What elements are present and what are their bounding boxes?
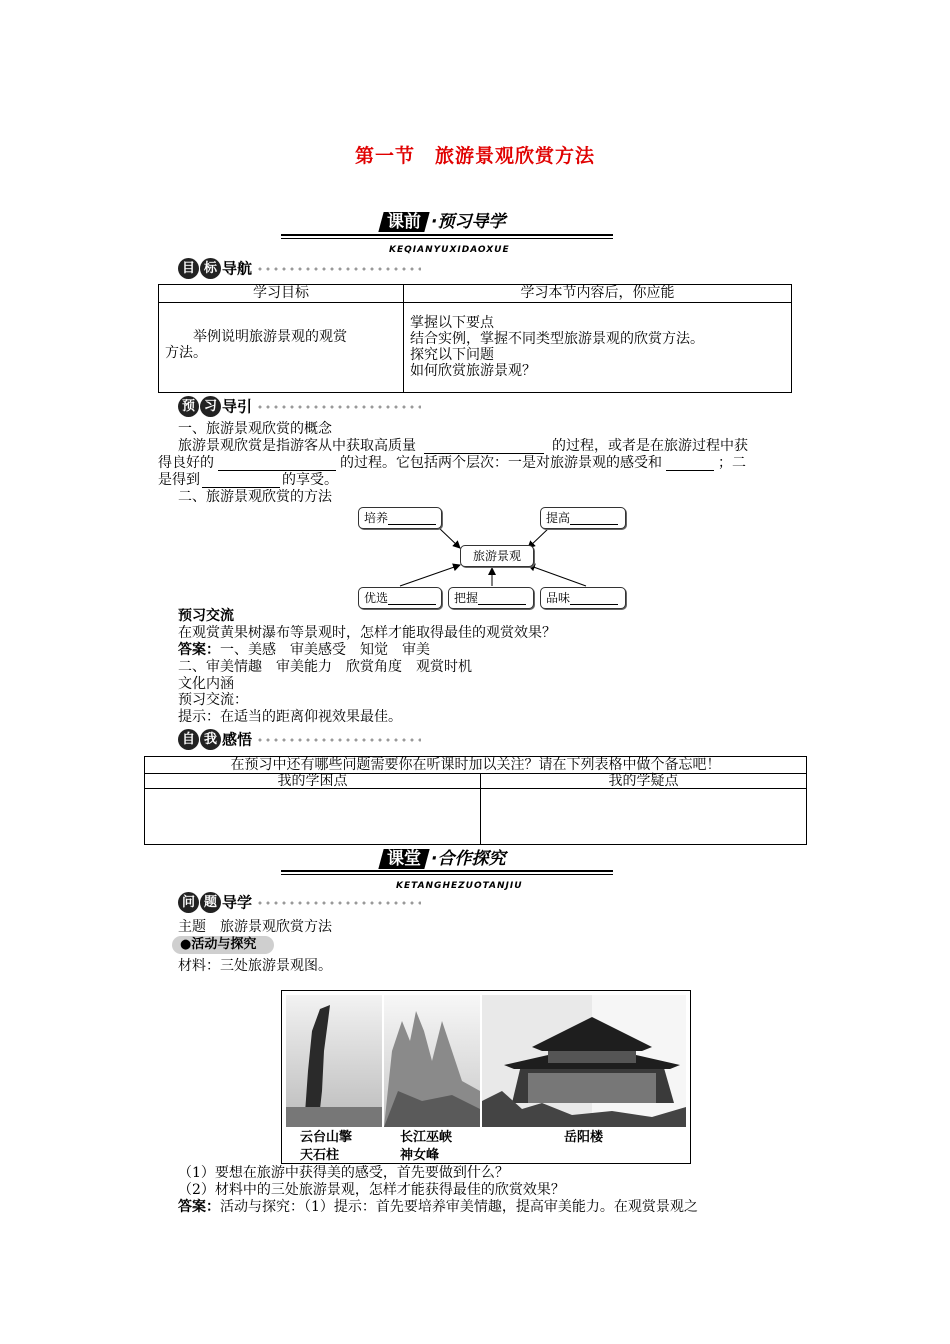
preview-heading-1: 一、旅游景观欣赏的概念 <box>178 421 332 437</box>
page-title: 第一节 旅游景观欣赏方法 <box>354 145 595 167</box>
fill-blank[interactable] <box>570 512 618 525</box>
exchange-answer-5: 提示：在适当的距离仰视效果最佳。 <box>178 709 402 725</box>
preview-paragraph-line-1 <box>178 438 748 454</box>
fill-blank[interactable] <box>666 456 714 471</box>
caption-text: 云台山擎 <box>300 1130 353 1145</box>
banner-main-label: 课堂 <box>378 849 429 869</box>
caption-yueyanglou: 岳阳楼 <box>564 1130 604 1145</box>
heading-char: 自 <box>178 729 199 750</box>
memo-column-difficulties: 我的学困点 <box>145 774 481 789</box>
goal-table-header-1: 学习目标 <box>159 285 404 303</box>
dotted-rule <box>256 403 421 411</box>
goal-text: 结合实例，掌握不同类型旅游景观的欣赏方法。 <box>410 331 704 347</box>
caption-yuntaishan <box>300 1129 352 1164</box>
text: 活动与探究：（1）提示：首先要培养审美情趣，提高审美能力。在观赏景观之 <box>220 1199 698 1215</box>
question-2: （2）材料中的三处旅游景观，怎样才能获得最佳的欣赏效果？ <box>178 1182 565 1198</box>
text: 的过程，或者是在旅游过程中获 <box>552 438 748 454</box>
memo-table-header: 在预习中还有哪些问题需要你在听课时加以关注？请在下列表格中做个备忘吧！ <box>145 757 807 774</box>
exchange-answer-2: 二、审美情趣 审美能力 欣赏角度 观赏时机 <box>178 659 472 675</box>
topic-line: 主题 旅游景观欣赏方法 <box>178 919 332 935</box>
heading-char: 目 <box>178 258 199 279</box>
preview-paragraph-line-2 <box>158 455 746 471</box>
goal-text: 方法。 <box>165 345 207 361</box>
memo-table <box>144 756 807 845</box>
caption-text: 天石柱 <box>300 1148 340 1163</box>
exchange-heading: 预习交流 <box>178 608 234 624</box>
goal-table-left-cell <box>159 303 404 393</box>
text: ；二 <box>718 455 746 471</box>
heading-char: 问 <box>178 892 199 913</box>
heading-char: 标 <box>200 258 221 279</box>
text: 旅游景观欣赏是指游客从中获取高质量 <box>178 438 416 454</box>
goal-table-header-2: 学习本节内容后，你应能 <box>404 285 792 303</box>
heading-char: 预 <box>178 396 199 417</box>
answer-label: 答案： <box>178 642 220 658</box>
section-heading-reflection <box>178 729 421 751</box>
exchange-answer-4: 预习交流： <box>178 692 248 708</box>
exchange-answer-3: 文化内涵 <box>178 676 234 692</box>
caption-text: 神女峰 <box>400 1148 440 1163</box>
answer-label: 答案： <box>178 1199 220 1215</box>
goal-text: 如何欣赏旅游景观？ <box>410 363 536 379</box>
preview-heading-2: 二、旅游景观欣赏的方法 <box>178 489 332 505</box>
fill-blank[interactable] <box>478 592 526 605</box>
banner-pinyin: KEQIANYUXIDAOXUE <box>389 245 510 255</box>
banner-pinyin: KETANGHEZUOTANJIU <box>396 881 523 891</box>
heading-tail: 导航 <box>222 259 253 278</box>
diagram-box-center <box>460 545 534 567</box>
text: 的享受。 <box>282 472 338 488</box>
heading-tail: 导引 <box>222 397 253 416</box>
diagram-box-grasp <box>448 587 534 609</box>
fill-blank[interactable] <box>388 592 436 605</box>
diagram-label: 优选 <box>364 591 389 605</box>
memo-input-difficulties[interactable] <box>145 789 481 845</box>
fill-blank[interactable] <box>218 456 336 471</box>
section-heading-preview-guide <box>178 396 421 418</box>
dotted-rule <box>256 899 421 907</box>
text: 一、美感 审美感受 知觉 审美 <box>220 642 430 658</box>
goal-text: 探究以下问题 <box>410 347 494 363</box>
goal-text: 举例说明旅游景观的观赏 <box>193 329 347 345</box>
material-line: 材料：三处旅游景观图。 <box>178 958 332 974</box>
diagram-box-improve <box>540 507 626 529</box>
diagram-label: 提高 <box>546 511 571 525</box>
fill-blank[interactable] <box>202 473 280 488</box>
exchange-answer-1 <box>178 642 430 658</box>
scenery-photo-strip <box>281 990 691 1164</box>
goal-text: 掌握以下要点 <box>410 315 494 331</box>
text: 是得到 <box>158 472 200 488</box>
question-1: （1）要想在旅游中获得美的感受，首先要做到什么？ <box>178 1165 509 1181</box>
memo-input-doubts[interactable] <box>481 789 807 845</box>
text: 得良好的 <box>158 455 214 471</box>
diagram-box-savor <box>540 587 626 609</box>
caption-text: 长江巫峡 <box>400 1130 453 1145</box>
banner-rest-label: ·预习导学 <box>431 212 506 232</box>
memo-column-doubts: 我的学疑点 <box>481 774 807 789</box>
heading-tail: 感悟 <box>222 730 253 749</box>
heading-char: 习 <box>200 396 221 417</box>
diagram-label: 品味 <box>546 591 571 605</box>
fill-blank[interactable] <box>570 592 618 605</box>
banner-main-label: 课前 <box>378 212 429 232</box>
heading-char: 我 <box>200 729 221 750</box>
goal-table <box>158 284 792 393</box>
text: 的过程。它包括两个层次：一是对旅游景观的感受和 <box>340 455 662 471</box>
diagram-box-cultivate <box>358 507 442 529</box>
section-banner-classroom <box>281 849 613 891</box>
section-banner-preview <box>281 208 613 255</box>
dotted-rule <box>256 265 421 273</box>
heading-tail: 导学 <box>222 893 253 912</box>
diagram-label: 培养 <box>364 511 389 525</box>
banner-rest-label: ·合作探究 <box>431 849 506 869</box>
dotted-rule <box>256 736 421 744</box>
goal-table-right-cell <box>404 303 792 393</box>
fill-blank[interactable] <box>424 439 544 454</box>
caption-wuxia <box>400 1129 452 1164</box>
diagram-label: 把握 <box>454 591 479 605</box>
heading-char: 题 <box>200 892 221 913</box>
exchange-question: 在观赏黄果树瀑布等景观时，怎样才能取得最佳的观赏效果？ <box>178 625 556 641</box>
question-answer <box>178 1199 698 1215</box>
diagram-label: 旅游景观 <box>472 549 521 563</box>
diagram-box-select <box>358 587 442 609</box>
section-heading-goals <box>178 258 421 280</box>
section-heading-problem-guide <box>178 892 421 914</box>
preview-paragraph-line-3 <box>158 472 338 488</box>
activity-pill: ●活动与探究 <box>172 936 274 954</box>
fill-blank[interactable] <box>388 512 436 525</box>
